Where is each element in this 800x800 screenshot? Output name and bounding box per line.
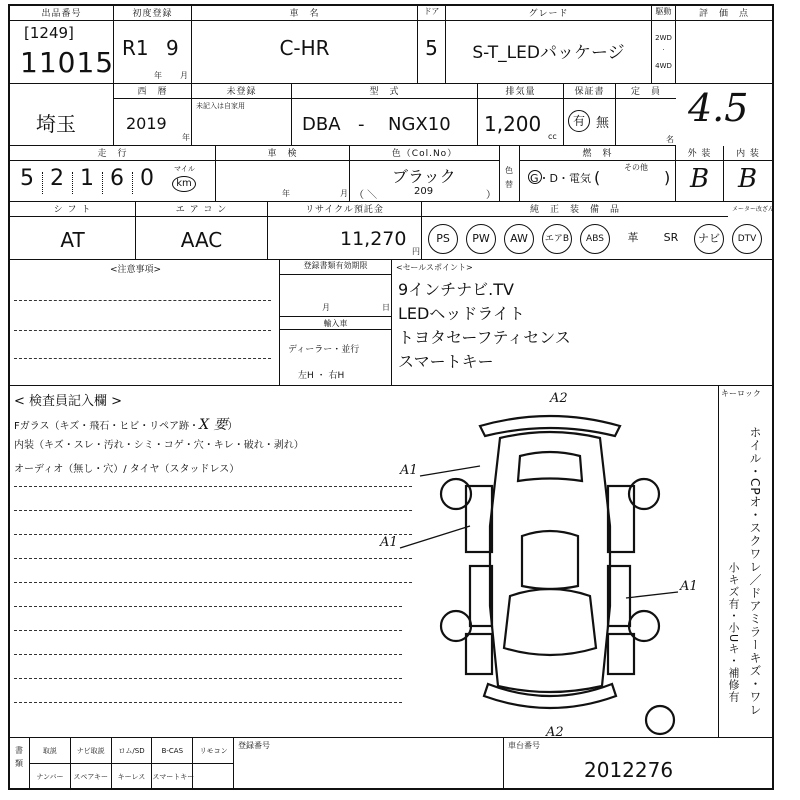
equipment-item: DTV (732, 224, 762, 254)
equipment-cell (422, 202, 775, 260)
required-item: リモコン (193, 738, 234, 764)
first-reg-month-unit: 月 (180, 71, 188, 80)
displacement-cell (478, 84, 564, 146)
shaken-label: 車 検 (216, 146, 349, 161)
regdoc-label: 登録書類有効期限 (280, 260, 391, 275)
shift-cell (10, 202, 136, 260)
regno-cell (234, 738, 504, 790)
lot-label: 出品番号 (10, 6, 113, 21)
import-label: 輸入車 (323, 319, 348, 328)
fglass-text: Fガラス（キズ・飛石・ヒビ・リペア跡・ (14, 421, 200, 432)
color-label: 色（Col.No） (350, 146, 499, 161)
damage-mark-right-rear: A1 (680, 579, 698, 594)
equipment-item: PS (428, 224, 458, 254)
displacement-cc: cc (548, 132, 557, 141)
ac-label: エ ア コ ン (136, 202, 267, 217)
color-value: ブラック (392, 167, 456, 186)
interior-grade: B (738, 164, 758, 194)
unreg-label: 未登録 (192, 84, 291, 99)
first-reg-year-unit: 年 (154, 71, 162, 80)
fglass-end: ） (227, 421, 238, 432)
western-year-label: 西 暦 (114, 84, 191, 99)
equipment-item: 革 (627, 231, 639, 244)
model-name: C-HR (279, 36, 330, 60)
damage-mark-left-front: A1 (400, 463, 418, 478)
km-unit: km (172, 176, 196, 192)
equipment-item: エアB (542, 224, 572, 254)
regdoc-day: 日 (382, 303, 390, 312)
model-code-label: 型 式 (292, 84, 477, 99)
warranty-cell (564, 84, 616, 146)
required-item (193, 764, 234, 790)
row-mileage (10, 146, 772, 202)
first-reg-month: 9 (166, 36, 179, 60)
regdoc-cell (280, 260, 392, 386)
mile-unit: マイル (174, 165, 195, 173)
recycle-value: 11,270 (340, 228, 407, 250)
inspector-label: < 検査員記入欄 > (14, 394, 123, 409)
score-label: 評 価 点 (676, 6, 772, 21)
first-reg-label: 初度登録 (114, 6, 191, 21)
fuel-other: その他 (624, 163, 648, 172)
mileage-cell (10, 146, 216, 202)
score-cell (676, 6, 772, 146)
regno-label: 登録番号 (238, 741, 270, 750)
right-notes (718, 386, 772, 738)
model-code-cell (292, 84, 478, 146)
equipment-list (422, 216, 772, 260)
drive-4wd: 4WD (655, 62, 672, 70)
capacity-cell (616, 84, 676, 146)
model-sep: - (358, 114, 365, 135)
shift-label: シ フ ト (10, 202, 135, 217)
interior-label: 内 装 (724, 146, 772, 161)
docs-label-cell (10, 738, 30, 790)
sales-cell (392, 260, 772, 386)
mileage-label: 走 行 (10, 146, 215, 161)
interior-cell (724, 146, 772, 202)
western-year-unit: 年 (182, 133, 190, 142)
mileage-digit: 5 (20, 166, 34, 191)
caution-cell (10, 260, 280, 386)
model-prefix: DBA (302, 114, 341, 135)
doors-value: 5 (425, 36, 438, 60)
row-registration (10, 84, 676, 146)
chassis-cell (504, 738, 772, 790)
warranty-no: 無 (596, 116, 610, 131)
damage-mark-rear: A2 (546, 725, 564, 740)
damage-mark-front: A2 (550, 391, 568, 406)
sales-label: <セールスポイント> (396, 263, 473, 272)
keylock-label: キーロック (721, 389, 761, 398)
required-item: スマートキー (152, 764, 193, 790)
score-value: 4.5 (688, 86, 749, 130)
exterior-label: 外 装 (676, 146, 723, 161)
required-item: ナビ取説 (71, 738, 112, 764)
mileage-digit: 0 (140, 166, 154, 191)
recycle-yen: 円 (412, 247, 420, 256)
required-item: スペアキー (71, 764, 112, 790)
lot-cell (10, 6, 114, 84)
footer (10, 738, 772, 790)
chassis-number: 2012276 (584, 758, 674, 782)
color-no: 209 (414, 186, 434, 197)
shaken-cell (216, 146, 350, 202)
exterior-grade: B (690, 164, 710, 194)
first-reg-era: R1 (122, 36, 149, 60)
grade-value: S-T_LEDパッケージ (472, 43, 625, 63)
unreg-note: 未記入は自家用 (196, 102, 245, 110)
caution-label: <注意事項> (110, 265, 162, 275)
shaken-month: 月 (340, 189, 348, 198)
dealer-parallel: ディーラー・並行 (288, 345, 360, 355)
equipment-item: AW (504, 224, 534, 254)
ac-value: AAC (180, 228, 223, 252)
meter-flag: メーター改ざん (732, 206, 775, 213)
first-reg-cell (114, 6, 192, 84)
fuel-label: 燃 料 (520, 146, 675, 161)
required-item: 取説 (30, 738, 71, 764)
required-item: ナンバー (30, 764, 71, 790)
sales-point: LEDヘッドライト (398, 304, 525, 323)
equipment-label: 純 正 装 備 品 (422, 202, 728, 217)
recycle-label: リサイクル預託金 (268, 202, 421, 217)
required-item: B-CAS (152, 738, 193, 764)
regdoc-month: 月 (322, 303, 330, 312)
region-cell (10, 84, 114, 146)
mileage-digit: 2 (50, 166, 64, 191)
displacement-value: 1,200 (484, 112, 542, 136)
doors-cell (418, 6, 446, 84)
equipment-item: PW (466, 224, 496, 254)
region-value: 埼玉 (36, 112, 76, 136)
exterior-cell (676, 146, 724, 202)
required-item: キーレス (112, 764, 153, 790)
mileage-digit: 1 (80, 166, 94, 191)
model-label: 車 名 (192, 6, 417, 21)
damage-mark-left-door: A1 (380, 535, 398, 550)
grade-label: グレード (446, 6, 651, 21)
warranty-yes: 有 (568, 110, 590, 132)
row-inspection (10, 386, 772, 738)
equipment-item: SR (663, 231, 679, 244)
equipment-item: ABS (580, 224, 610, 254)
docs-label: 書類 (15, 746, 23, 768)
right-note-1: ホイル・CPオ・スクワレ／ドアミラーキズ・ワレ (748, 426, 762, 717)
model-cell (192, 6, 418, 84)
color-change-label: 色替 (505, 166, 513, 189)
ac-cell (136, 202, 268, 260)
sales-points (398, 278, 768, 374)
displacement-label: 排気量 (478, 84, 563, 99)
row-notes (10, 260, 772, 386)
required-item: ロム/SD (112, 738, 153, 764)
equipment-item: ナビ (694, 224, 724, 254)
inspector-line3: オーディオ（無し・穴）/ タイヤ（スタッドレス） (14, 464, 240, 475)
western-year-cell (114, 84, 192, 146)
shaken-year: 年 (282, 189, 290, 198)
mileage-digit: 6 (110, 166, 124, 191)
color-cell: 色（Col.No） ブラック （ ＼ 209 ） (350, 146, 500, 202)
sales-point: 9インチナビ.TV (398, 280, 514, 299)
fuel-cell: 燃 料 G・D・電気 ( その他 ) (520, 146, 676, 202)
shift-value: AT (60, 228, 85, 252)
right-note-2: 小キズ有・小Uキ・補修有 (727, 562, 740, 704)
doors-label: ドア (418, 6, 445, 21)
chassis-label: 車台番号 (508, 741, 540, 750)
auction-sheet (8, 4, 774, 790)
fuel-value: G・D・電気 (530, 172, 591, 185)
capacity-label: 定 員 (616, 84, 676, 99)
required-items (30, 738, 234, 790)
lot-number: 11015 (20, 46, 115, 79)
row-equipment (10, 202, 775, 260)
inspector-line1 (14, 414, 237, 434)
warranty-label: 保証書 (564, 84, 615, 99)
capacity-unit: 名 (666, 135, 674, 144)
drive-label: 駆動 (652, 6, 675, 21)
grade-cell (446, 6, 652, 84)
sales-point: トヨタセーフティセンス (398, 328, 571, 347)
handle-side: 左H ・ 右H (298, 371, 345, 381)
inspector-line2: 内装（キズ・スレ・汚れ・シミ・コゲ・穴・キレ・破れ・剥れ） (14, 440, 304, 451)
model-code: NGX10 (388, 114, 451, 135)
mileage-digits (14, 162, 174, 198)
western-year-value: 2019 (126, 114, 167, 133)
color-change-cell (500, 146, 520, 202)
drive-2wd: 2WD (655, 34, 672, 42)
fglass-mark: X 要 (199, 417, 228, 433)
car-diagram (380, 386, 710, 740)
lot-small: [1249] (24, 24, 74, 42)
drive-cell: 駆動 2WD · 4WD (652, 6, 676, 84)
unreg-cell (192, 84, 292, 146)
recycle-cell (268, 202, 422, 260)
sales-point: スマートキー (398, 352, 494, 371)
